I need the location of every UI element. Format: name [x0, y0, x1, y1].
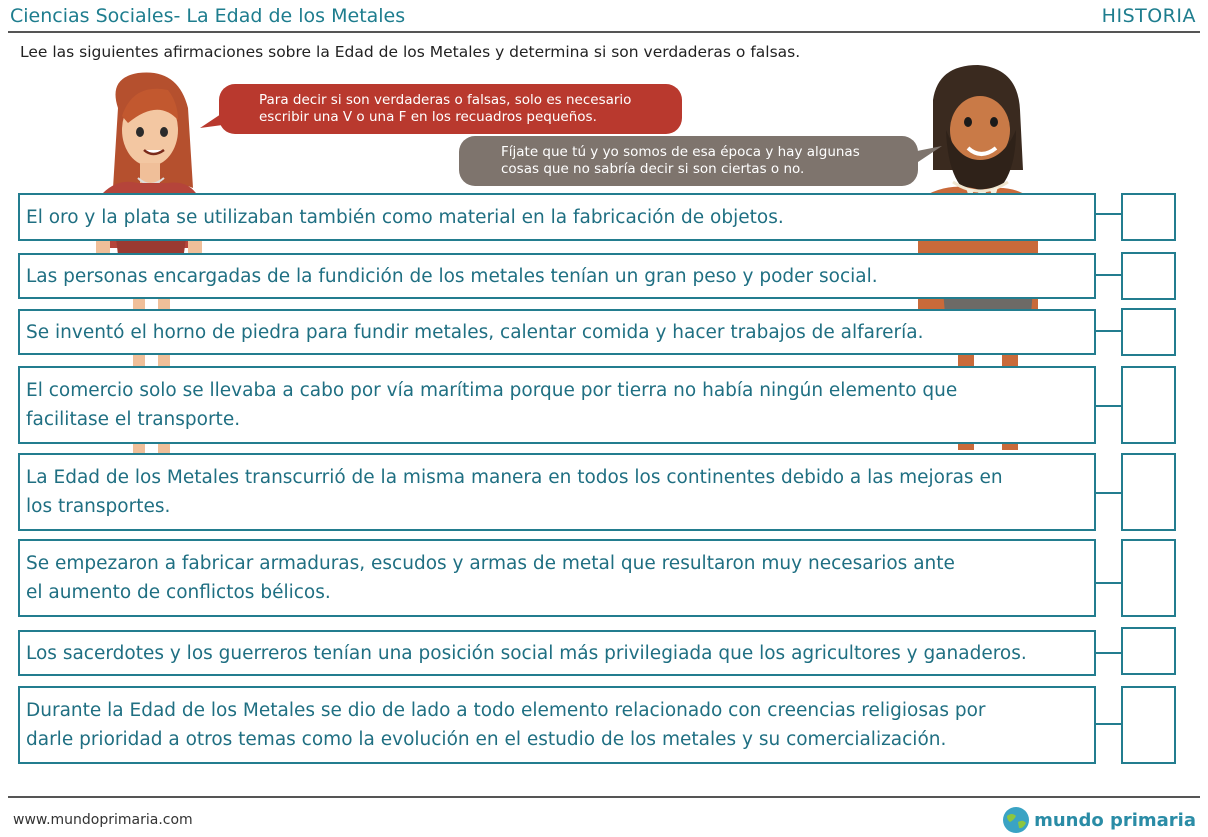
statement-connector — [1096, 492, 1121, 494]
statement-box — [18, 309, 1096, 355]
statement-text-line: Se empezaron a fabricar armaduras, escudos y armas de metal que resultaron muy necesarios ante — [26, 553, 955, 574]
header-divider — [8, 31, 1200, 33]
man-bubble-line-1: Fíjate que tú y yo somos de esa época y hay algunas — [501, 144, 860, 160]
statement-connector — [1096, 330, 1121, 332]
statement-connector — [1096, 274, 1121, 276]
statement-box — [18, 539, 1096, 617]
statement-text-line: los transportes. — [26, 496, 171, 517]
man-bubble-line-2: cosas que no sabría decir si son ciertas o no. — [501, 161, 805, 177]
statement-text-line: La Edad de los Metales transcurrió de la misma manera en todos los continentes debido a las mejoras en — [26, 467, 1003, 488]
statement-box — [18, 453, 1096, 531]
statement-box — [18, 253, 1096, 299]
header-subject: HISTORIA — [1101, 5, 1196, 27]
footer-divider — [8, 796, 1200, 798]
answer-box[interactable] — [1121, 308, 1176, 356]
header-title: Ciencias Sociales- La Edad de los Metales — [10, 5, 406, 27]
statement-text-line: Durante la Edad de los Metales se dio de lado a todo elemento relacionado con creencias religiosas por — [26, 700, 986, 721]
answer-box[interactable] — [1121, 627, 1176, 675]
girl-speech-bubble — [219, 84, 682, 134]
man-speech-bubble — [459, 136, 918, 186]
answer-box[interactable] — [1121, 453, 1176, 531]
globe-logo-icon — [1002, 806, 1030, 834]
answer-box[interactable] — [1121, 193, 1176, 241]
statement-text-line: facilitase el transporte. — [26, 409, 241, 430]
instructions-text: Lee las siguientes afirmaciones sobre la Edad de los Metales y determina si son verdaderas o falsas. — [20, 43, 801, 61]
girl-bubble-line-2: escribir una V o una F en los recuadros pequeños. — [259, 109, 597, 125]
logo-text: mundo primaria — [1034, 809, 1196, 831]
statement-box — [18, 630, 1096, 676]
statement-box — [18, 686, 1096, 764]
girl-bubble-line-1: Para decir si son verdaderas o falsas, solo es necesario — [259, 92, 632, 108]
statement-connector — [1096, 405, 1121, 407]
footer-url[interactable]: www.mundoprimaria.com — [13, 812, 193, 828]
statement-text-line: Los sacerdotes y los guerreros tenían una posición social más privilegiada que los agricultores y ganaderos. — [26, 642, 1027, 664]
brand-logo — [1002, 806, 1196, 834]
answer-box[interactable] — [1121, 539, 1176, 617]
statement-text-line: Las personas encargadas de la fundición de los metales tenían un gran peso y poder social. — [26, 265, 878, 287]
statement-connector — [1096, 723, 1121, 725]
statement-text-line: el aumento de conflictos bélicos. — [26, 582, 331, 603]
statement-text-line: darle prioridad a otros temas como la evolución en el estudio de los metales y su comercialización. — [26, 729, 947, 750]
statement-box — [18, 193, 1096, 241]
statement-text-line: El comercio solo se llevaba a cabo por vía marítima porque por tierra no había ningún elemento que — [26, 380, 958, 401]
answer-box[interactable] — [1121, 686, 1176, 764]
answer-box[interactable] — [1121, 252, 1176, 300]
statement-box — [18, 366, 1096, 444]
statement-connector — [1096, 652, 1121, 654]
statement-connector — [1096, 213, 1121, 215]
statement-text-line: El oro y la plata se utilizaban también como material en la fabricación de objetos. — [26, 206, 784, 228]
statement-connector — [1096, 582, 1121, 584]
statement-text-line: Se inventó el horno de piedra para fundir metales, calentar comida y hacer trabajos de alfarería. — [26, 321, 924, 343]
answer-box[interactable] — [1121, 366, 1176, 444]
